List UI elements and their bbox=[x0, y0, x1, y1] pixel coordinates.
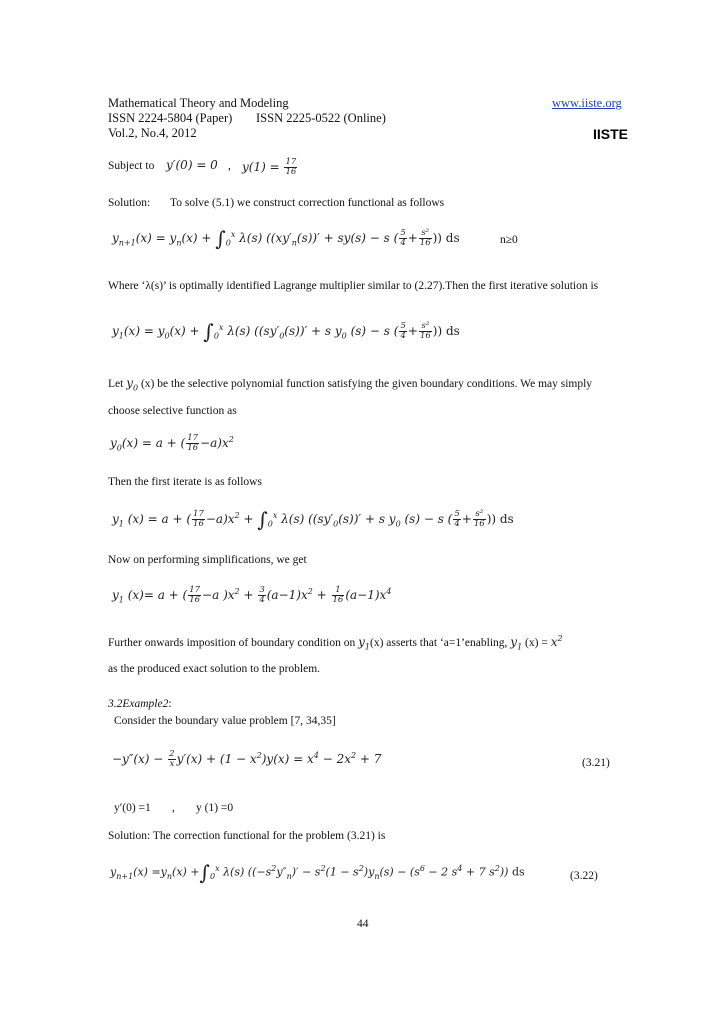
n-condition: n≥0 bbox=[500, 234, 518, 246]
boundary-condition-4: y (1) =0 bbox=[196, 802, 234, 814]
boundary-condition-2: y(1) = $\frac{17}{16}$ bbox=[242, 157, 297, 177]
equation-3-22: $y_{n+1}(x) =y_n(x) +\int_0^x$ λ(s) ($(-s^2y''_n)' - s^2(1 - s^2)y_n(s) - (s^6 - 2$ $s^4 + 7$ $s^2$)) ds bbox=[110, 860, 525, 885]
example-heading: 3.2Example2: bbox=[108, 698, 172, 710]
equation-3-21: −y″(x) − $\frac{2}{x}$ $y'(x) + (1 - x^2)y(x) = x^4 - 2x^2 + 7$ bbox=[112, 749, 382, 769]
solution-label: Solution: bbox=[108, 197, 151, 209]
exact-solution-text: as the produced exact solution to the problem. bbox=[108, 663, 321, 675]
correction-functional-equation: $y_{n+1}(x) = y_n(x) + \int_0^x$ λ(s) ($(xy'_n(s))' + sy(s) - s$ ( $\frac{5}{4}$ + $\frac{\text{s²}}{16}$ )) ds bbox=[112, 226, 460, 251]
comma-2: , bbox=[172, 802, 175, 814]
choose-text: choose selective function as bbox=[108, 405, 237, 417]
then-text: Then the first iterate is as follows bbox=[108, 476, 262, 488]
equation-3-22-label: (3.22) bbox=[570, 870, 598, 882]
issn-online: ISSN 2225-0522 (Online) bbox=[256, 111, 386, 125]
issn-paper: ISSN 2224-5804 (Paper) bbox=[108, 111, 233, 125]
selective-function-equation: $y_0(x) = a$ + ( $\frac{17}{16}$ $-a)x^2$ bbox=[110, 433, 234, 453]
boundary-condition-3: y′(0) =1 bbox=[114, 802, 151, 814]
solution-text: To solve (5.1) we construct correction functional as follows bbox=[170, 197, 445, 209]
equation-3-21-label: (3.21) bbox=[582, 757, 610, 769]
volume-info: Vol.2, No.4, 2012 bbox=[108, 126, 197, 140]
subject-to-label: Subject to bbox=[108, 160, 155, 172]
where-text: Where ‘λ(s)’ is optimally identified Lagrange multiplier similar to (2.27).Then the first iterative solution is bbox=[108, 280, 599, 292]
solution-2-text: Solution: The correction functional for the problem (3.21) is bbox=[108, 830, 386, 842]
comma: , bbox=[228, 160, 231, 172]
journal-title: Mathematical Theory and Modeling bbox=[108, 96, 289, 110]
first-iterate-equation: $y_1$ (x) = a + ( $\frac{17}{16}$ $-a)x^2 + \int_0^x$ λ(s) ($(sy'_0(s))' + s$ $y_0$ (s) − s ( $\frac{5}{4}$ + $\frac{\text{s²}}{16}$ )) ds bbox=[112, 507, 514, 532]
svg-text:IISTE: IISTE bbox=[593, 126, 629, 142]
page-number: 44 bbox=[357, 918, 369, 930]
boundary-condition-1: y′(0) = 0 bbox=[166, 158, 218, 172]
let-text: Let $y_0$ (x) be the selective polynomial function satisfying the given boundary conditions. We may simply bbox=[108, 376, 593, 393]
first-iterative-equation: $y_1(x) = y_0(x) + \int_0^x$ λ(s) ($(sy'_0(s))' + s$ $y_0$ (s) − s ( $\frac{5}{4}$ + $\frac{\text{s²}}{16}$ )) ds bbox=[112, 319, 460, 344]
iiste-logo-icon bbox=[593, 120, 629, 142]
now-text: Now on performing simplifications, we get bbox=[108, 554, 307, 566]
consider-text: Consider the boundary value problem [7, 34,35] bbox=[114, 715, 336, 727]
simplified-equation: $y_1$ (x)= a + ( $\frac{17}{16}$ −a )$x^2$ + $\frac{3}{4}$ $(a-1)x^2$ + $\frac{1}{16}$ $(a-1)x^4$ bbox=[112, 585, 392, 605]
further-text: Further onwards imposition of boundary condition on $y_1(x)$ asserts that ‘a=1’enabling, $y_1$ $(x) = x^2$ bbox=[108, 634, 563, 652]
journal-url-link[interactable]: www.iiste.org bbox=[552, 96, 622, 110]
